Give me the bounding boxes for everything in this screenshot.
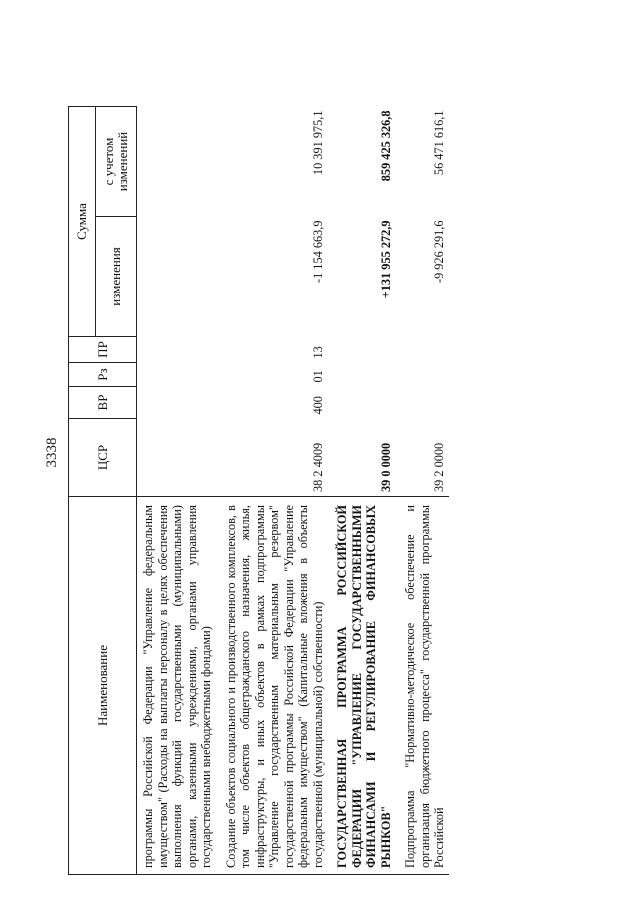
header-vr: ВР <box>69 387 137 419</box>
header-csr: ЦСР <box>69 419 137 497</box>
row-rz: 01 <box>310 370 325 383</box>
row-csr: 38 2 4009 <box>310 442 325 492</box>
header-changes: изменения <box>96 217 137 337</box>
budget-table <box>68 106 449 875</box>
row-csr: 39 2 0000 <box>432 442 446 492</box>
row-pr <box>331 337 399 363</box>
row-total <box>137 107 220 217</box>
row-total: 56 471 616,1 <box>432 110 446 176</box>
table-header-row <box>69 107 96 875</box>
header-sum: Сумма <box>69 107 96 337</box>
row-vr <box>137 387 220 419</box>
header-name: Наименование <box>69 497 137 875</box>
row-pr <box>137 337 220 363</box>
row-vr <box>399 387 449 419</box>
row-total: 859 425 326,8 <box>378 110 393 182</box>
header-with-changes: с учетом изменений <box>96 107 137 217</box>
row-name: Создание объектов социального и производственного комплексов, в том числе объектов общегражданского назначения, жилья, инфраструктуры, и иных объектов в рамках подпрограммы "Управление государственным материальным резервом" государственной программы Российской Федерации "Управление федеральным имуществом" (Капитальные вложения в объекты государственной (муниципальной) собственности) <box>220 497 332 875</box>
table-row <box>331 107 399 875</box>
row-change: +131 955 272,9 <box>378 220 393 299</box>
row-change <box>137 217 220 337</box>
table-row <box>399 107 449 875</box>
header-pr: ПР <box>69 337 137 363</box>
row-name: Подпрограмма "Нормативно-методическое обеспечение и организация бюджетного процесса" государственной программы Российской <box>399 497 449 875</box>
row-name: программы Российской Федерации "Управление федеральным имуществом" (Расходы на выплаты персоналу в целях обеспечения выполнения функций государственными (муниципальными) органами, казенными учреждениями, органами управления государственными внебюджетными фондами) <box>137 497 220 875</box>
row-csr: 39 0 0000 <box>378 442 393 492</box>
table-row <box>220 107 332 875</box>
row-rz <box>399 363 449 387</box>
row-rz <box>331 363 399 387</box>
row-total: 10 391 975,1 <box>310 110 325 176</box>
row-vr: 400 <box>310 396 325 415</box>
row-rz <box>137 363 220 387</box>
header-rz: Рз <box>69 363 137 387</box>
row-vr <box>331 387 399 419</box>
page-number: 3338 <box>44 437 60 468</box>
row-name: ГОСУДАРСТВЕННАЯ ПРОГРАММА РОССИЙСКОЙ ФЕДЕРАЦИИ "УПРАВЛЕНИЕ ГОСУДАРСТВЕННЫМИ ФИНАНСАМИ И РЕГУЛИРОВАНИЕ ФИНАНСОВЫХ РЫНКОВ" <box>331 497 399 875</box>
row-csr <box>137 419 220 497</box>
table-row <box>137 107 220 875</box>
row-pr <box>399 337 449 363</box>
row-change: -1 154 663,9 <box>310 220 325 284</box>
row-pr: 13 <box>310 346 325 359</box>
row-change: -9 926 291,6 <box>432 220 446 284</box>
